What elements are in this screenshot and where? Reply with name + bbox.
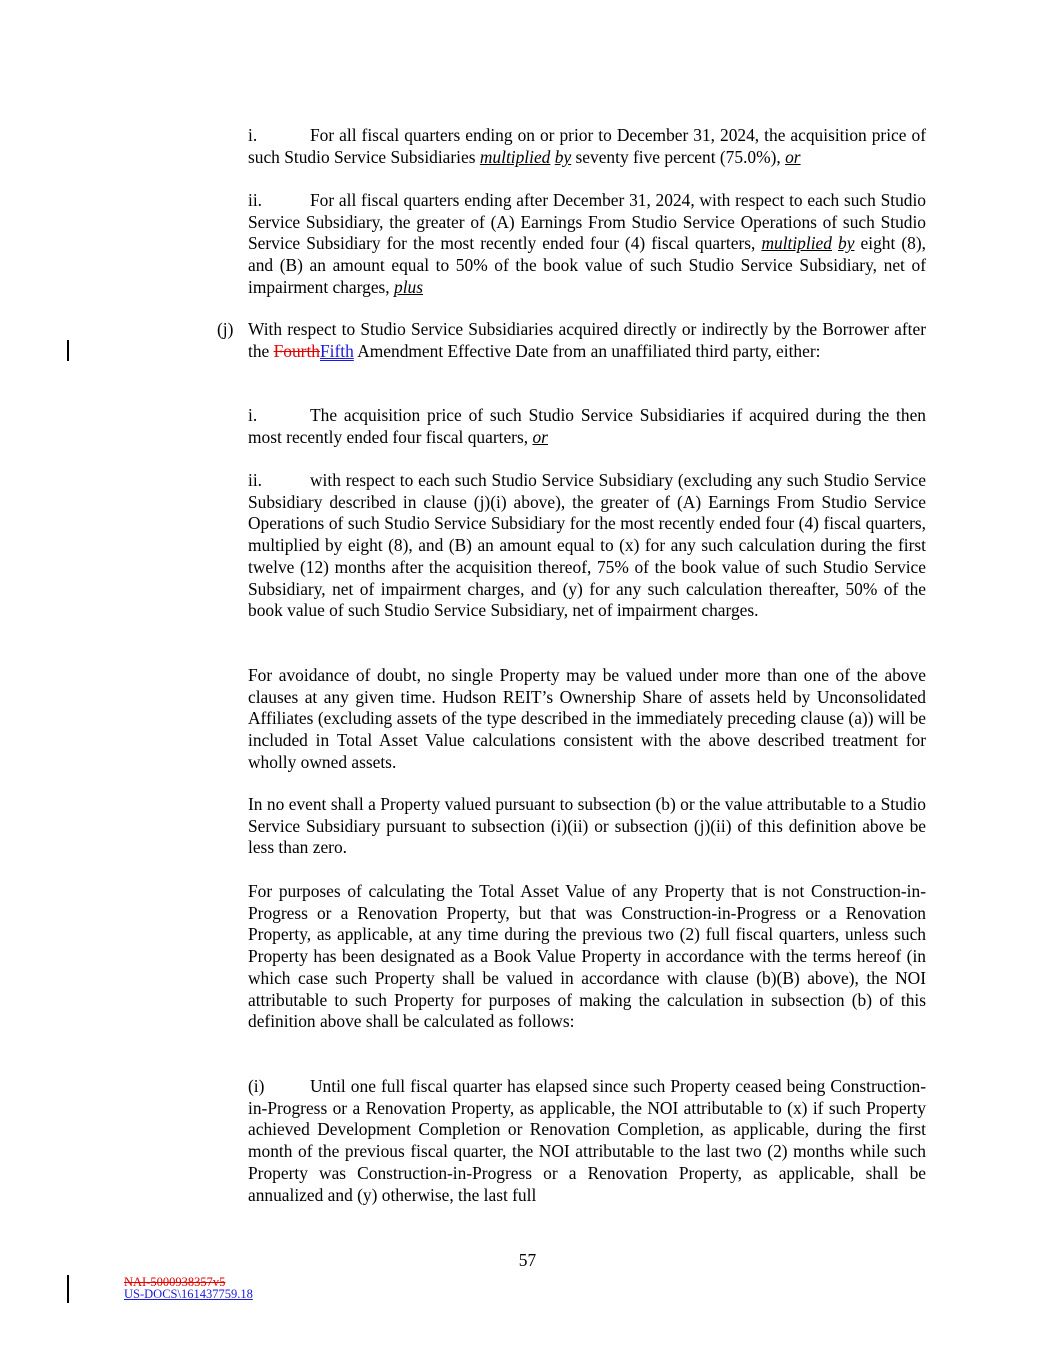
no-event-paragraph: In no event shall a Property valued pursuant to subsection (b) or the value attributable to a Studio Service Subsidiary pursuant to subsection (i)(ii) or subsection (j)(ii) of this definition above be less than zero. — [248, 794, 926, 858]
text: For all fiscal quarters ending after December 31, 2024, with respect to each such Studio Service Subsidiary, the greater of (A) Earnings From Studio Service Operations of such Studio Service Subsidiary for the most recently ended four (4) fiscal quarters, — [248, 190, 926, 254]
document-id-footer — [124, 1276, 253, 1300]
text: with respect to each such Studio Service Subsidiary (excluding any such Studio Service Subsidiary described in clause (j)(i) above), the greater of (A) Earnings From Studio Service Operations of such Studio Service Subsidiary for the most recently ended four (4) fiscal quarters, multiplied by eight (8), and (B) an amount equal to (x) for any such calculation during the first twelve (12) months after the acquisition thereof, 75% of the book value of such Studio Service Subsidiary, net of impairment charges, and (y) for any such calculation thereafter, 50% of the book value of such Studio Service Subsidiary, net of impairment charges. — [248, 470, 926, 621]
clause-j-ii-paragraph — [248, 470, 926, 622]
purposes-paragraph: For purposes of calculating the Total Asset Value of any Property that is not Construction-in-Progress or a Renovation Property, but that was Construction-in-Progress or a Renovation Property, as applicable, at any time during the previous two (2) full fiscal quarters, unless such Property has been designated as a Book Value Property in accordance with the terms hereof (in which case such Property shall be valued in accordance with clause (b)(B) above), the NOI attributable to such Property for purposes of making the calculation in subsection (b) of this definition above shall be calculated as follows: — [248, 881, 926, 1032]
inserted-text: Fifth — [319, 340, 354, 361]
emphasis: plus — [394, 276, 424, 297]
clause-i-noi-paragraph — [248, 1076, 926, 1206]
change-bar — [67, 340, 69, 361]
text: seventy five percent (75.0%), — [571, 146, 786, 167]
clause-j-paragraph — [217, 319, 926, 362]
deleted-text: Fourth — [273, 340, 320, 361]
emphasis: by — [554, 146, 572, 167]
emphasis: by — [838, 233, 855, 254]
clause-number: i. — [248, 405, 258, 425]
inserted-doc-id: US-DOCS\161437759.18 — [124, 1287, 253, 1301]
text: With respect to Studio Service Subsidiaries acquired directly or indirectly by the Borrower after the — [248, 319, 926, 361]
text: The acquisition price of such Studio Service Subsidiaries if acquired during the then most recently ended four fiscal quarters, — [248, 405, 926, 447]
avoidance-paragraph: For avoidance of doubt, no single Property may be valued under more than one of the above clauses at any given time. Hudson REIT’s Ownership Share of assets held by Unconsolidated Affiliates (excluding assets of the type described in the immediately preceding clause (a)) will be included in Total Asset Value calculations consistent with the above described treatment for wholly owned assets. — [248, 665, 926, 772]
clause-i-paragraph — [248, 125, 926, 168]
clause-number: ii. — [248, 470, 263, 490]
page-number: 57 — [518, 1250, 537, 1270]
emphasis: multiplied — [761, 233, 832, 254]
text: Amendment Effective Date from an unaffiliated third party, either: — [353, 340, 821, 361]
change-bar — [67, 1275, 69, 1303]
text: For all fiscal quarters ending on or prior to December 31, 2024, the acquisition price of such Studio Service Subsidiaries — [248, 125, 926, 167]
emphasis: or — [785, 146, 801, 167]
clause-number: (i) — [248, 1076, 265, 1096]
clause-j-i-paragraph — [248, 405, 926, 448]
text: Until one full fiscal quarter has elapsed since such Property ceased being Construction-in-Progress or a Renovation Property, as applicable, the NOI attributable to (x) if such Property achieved Development Completion or Renovation Completion, as applicable, during the first month of the previous fiscal quarter, the NOI attributable to the last two (2) months while such Property was Construction-in-Progress or a Renovation Property, as applicable, shall be annualized and (y) otherwise, the last full — [248, 1076, 926, 1205]
deleted-doc-id: NAI-5000938357v5 — [124, 1275, 226, 1289]
clause-ii-paragraph — [248, 190, 926, 299]
clause-number: i. — [248, 125, 258, 145]
clause-label: (j) — [217, 319, 234, 339]
clause-number: ii. — [248, 190, 263, 210]
emphasis: multiplied — [479, 146, 551, 167]
emphasis: or — [532, 426, 548, 447]
text: eight (8), and (B) an amount equal to 50% of the book value of such Studio Service Subsidiary, net of impairment charges, — [248, 233, 927, 297]
